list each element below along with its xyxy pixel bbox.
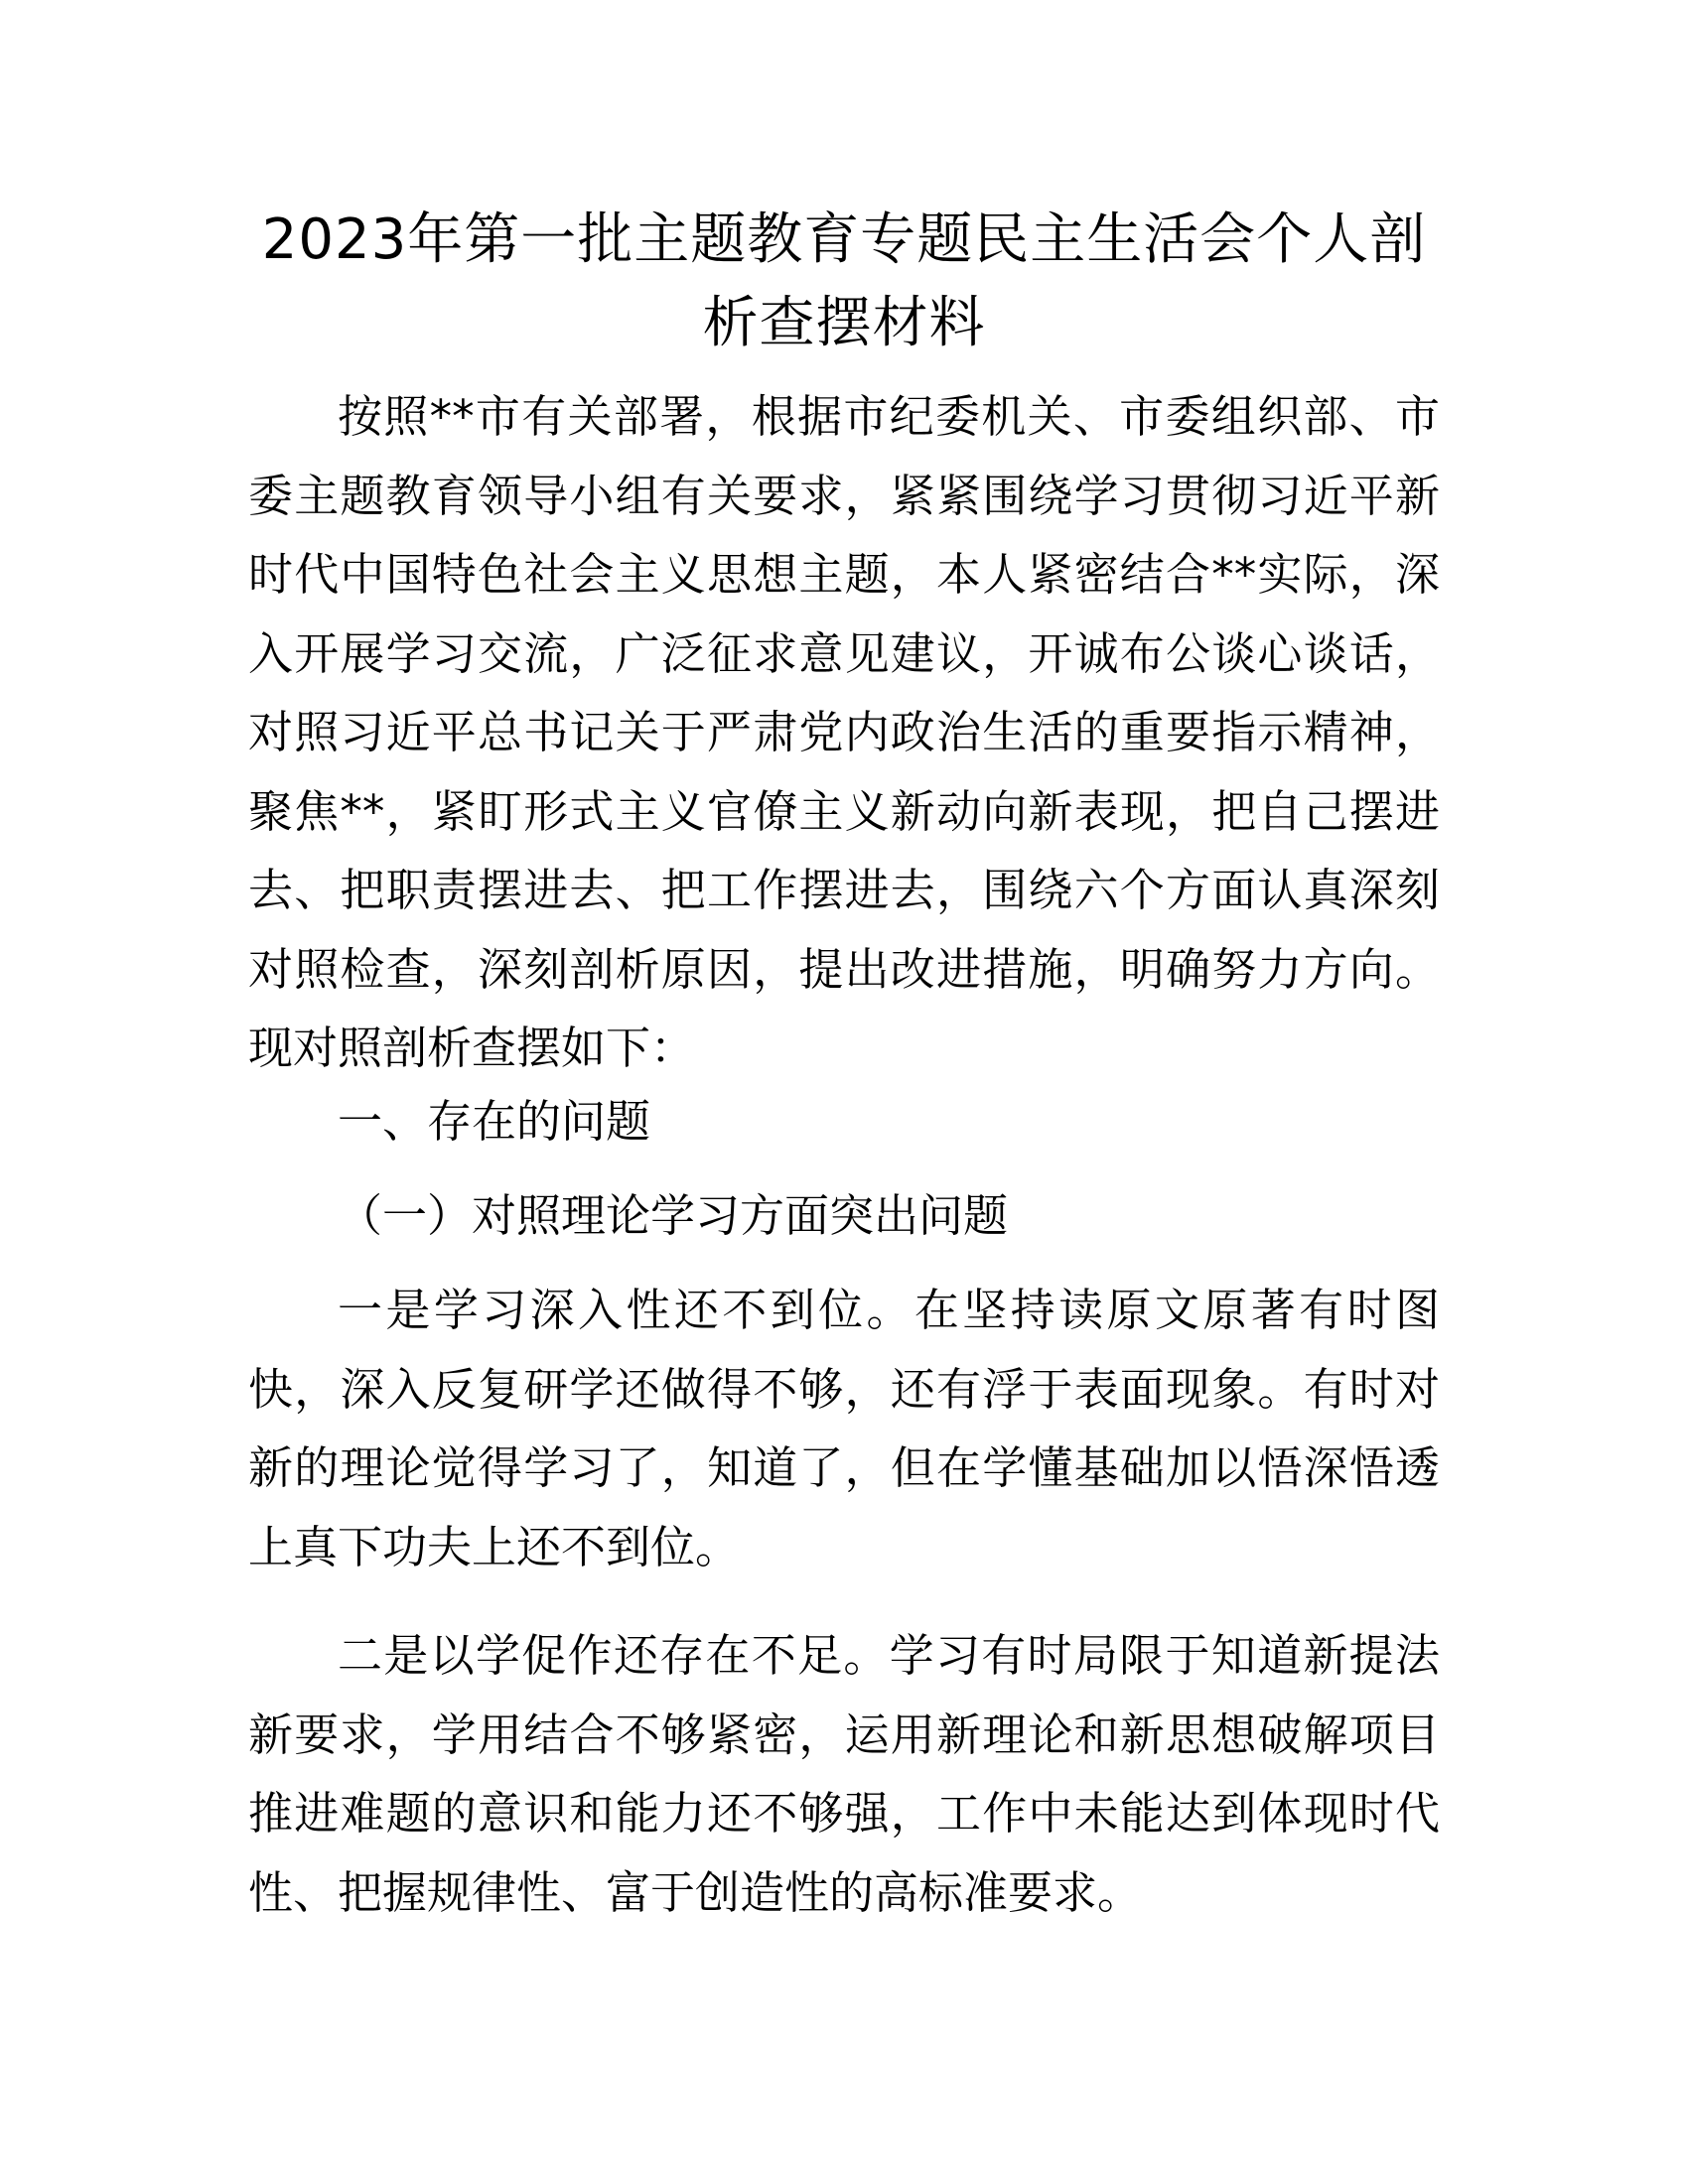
subsection-heading: （一）对照理论学习方面突出问题 xyxy=(338,1189,1009,1242)
problem-point-1: 一是学习深入性还不到位。在坚持读原文原著有时图快，深入反复研学还做得不够，还有浮于表面现象。有时对新的理论觉得学习了，知道了，但在学懂基础加以悟深悟透上真下功夫上还不到位。 xyxy=(248,1284,1440,1573)
section-heading: 一、存在的问题 xyxy=(338,1095,651,1148)
problem-point-2: 二是以学促作还存在不足。学习有时局限于知道新提法新要求，学用结合不够紧密，运用新理论和新思想破解项目推进难题的意识和能力还不够强，工作中未能达到体现时代性、把握规律性、富于创造性的高标准要求。 xyxy=(248,1629,1440,1919)
document-title: 2023年第一批主题教育专题民主生活会个人剖析查摆材料 xyxy=(261,207,1427,355)
intro-paragraph: 按照**市有关部署，根据市纪委机关、市委组织部、市委主题教育领导小组有关要求，紧紧围绕学习贯彻习近平新时代中国特色社会主义思想主题，本人紧密结合**实际，深入开展学习交流，广泛征求意见建议，开诚布公谈心谈话，对照习近平总书记关于严肃党内政治生活的重要指示精神，聚焦**，紧盯形式主义官僚主义新动向新表现，把自己摆进去、把职责摆进去、把工作摆进去，围绕六个方面认真深刻对照检查，深刻剖析原因，提出改进措施，明确努力方向。现对照剖析查摆如下： xyxy=(248,390,1440,1074)
